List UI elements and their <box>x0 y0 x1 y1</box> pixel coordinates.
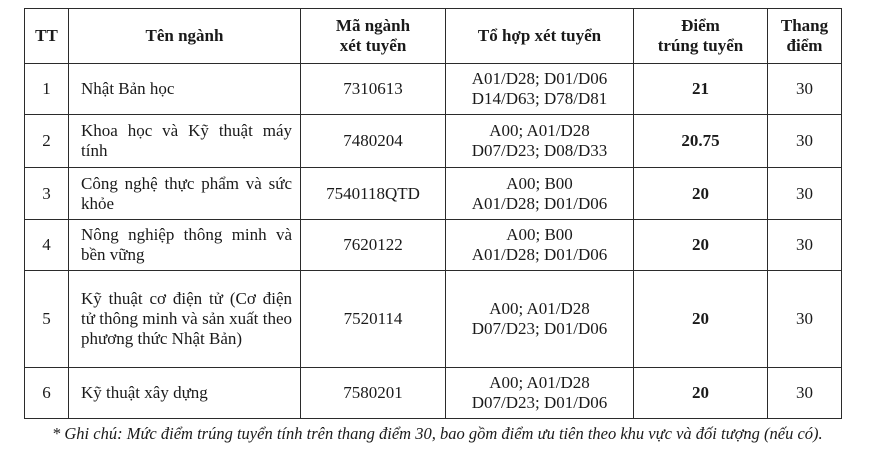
header-score-line1: Điểm <box>681 16 720 35</box>
header-score-line2: trúng tuyển <box>657 36 744 55</box>
row-score-scale: 30 <box>768 271 842 368</box>
row-score-scale: 30 <box>768 115 842 168</box>
row-major-code: 7620122 <box>301 220 446 271</box>
row-subject-combination <box>446 64 634 115</box>
row-major-name: Khoa học và Kỹ thuật máy tính <box>69 115 301 168</box>
combo-line2: D07/D23; D01/D06 <box>471 393 608 412</box>
footnote: * Ghi chú: Mức điểm trúng tuyển tính trên thang điểm 30, bao gồm điểm ưu tiên theo khu vực và đối tượng (nếu có). <box>52 424 823 443</box>
table-row <box>25 368 842 419</box>
row-major-code: 7310613 <box>301 64 446 115</box>
table-row <box>25 220 842 271</box>
combo-line1: A01/D28; D01/D06 <box>471 69 608 88</box>
table-row <box>25 64 842 115</box>
header-admission-score <box>634 9 768 64</box>
table-row <box>25 115 842 168</box>
combo-line2: D07/D23; D01/D06 <box>471 319 608 338</box>
row-admission-score: 20 <box>634 220 768 271</box>
row-tt: 1 <box>25 64 69 115</box>
row-score-scale: 30 <box>768 368 842 419</box>
admission-table-container <box>24 8 842 419</box>
header-score-scale <box>768 9 842 64</box>
row-major-name: Kỹ thuật cơ điện tử (Cơ điện tử thông minh và sản xuất theo phương thức Nhật Bản) <box>69 271 301 368</box>
header-code-line2: xét tuyển <box>339 36 407 55</box>
row-tt: 3 <box>25 168 69 220</box>
row-major-code: 7540118QTD <box>301 168 446 220</box>
combo-line2: A01/D28; D01/D06 <box>471 193 608 213</box>
header-scale-line1: Thang <box>780 16 829 35</box>
row-tt: 5 <box>25 271 69 368</box>
header-scale-line2: điểm <box>786 36 823 55</box>
table-row <box>25 271 842 368</box>
row-subject-combination <box>446 220 634 271</box>
row-major-code: 7580201 <box>301 368 446 419</box>
header-code-line1: Mã ngành <box>335 16 411 35</box>
header-major-name: Tên ngành <box>69 9 301 64</box>
row-score-scale: 30 <box>768 220 842 271</box>
combo-line2: D07/D23; D08/D33 <box>471 141 608 160</box>
combo-line1: A00; A01/D28 <box>489 299 590 318</box>
row-score-scale: 30 <box>768 64 842 115</box>
table-row <box>25 168 842 220</box>
row-major-name: Nông nghiệp thông minh và bền vững <box>69 220 301 271</box>
header-tt: TT <box>25 9 69 64</box>
row-subject-combination <box>446 115 634 168</box>
row-subject-combination <box>446 368 634 419</box>
combo-line2: D14/D63; D78/D81 <box>471 89 608 108</box>
row-major-name: Kỹ thuật xây dựng <box>69 368 301 419</box>
table-header-row <box>25 9 842 64</box>
row-subject-combination <box>446 271 634 368</box>
admission-scores-table <box>24 8 842 419</box>
row-admission-score: 21 <box>634 64 768 115</box>
combo-line2: A01/D28; D01/D06 <box>471 245 608 264</box>
row-major-name: Nhật Bản học <box>69 64 301 115</box>
row-admission-score: 20 <box>634 168 768 220</box>
row-major-code: 7480204 <box>301 115 446 168</box>
row-tt: 6 <box>25 368 69 419</box>
row-tt: 2 <box>25 115 69 168</box>
combo-line1: A00; B00 <box>506 173 573 193</box>
row-admission-score: 20.75 <box>634 115 768 168</box>
row-tt: 4 <box>25 220 69 271</box>
row-major-code: 7520114 <box>301 271 446 368</box>
header-subject-combination: Tổ hợp xét tuyển <box>446 9 634 64</box>
combo-line1: A00; B00 <box>506 225 573 244</box>
row-score-scale: 30 <box>768 168 842 220</box>
combo-line1: A00; A01/D28 <box>489 373 590 392</box>
row-major-name: Công nghệ thực phẩm và sức khỏe <box>69 168 301 220</box>
header-major-code <box>301 9 446 64</box>
row-subject-combination <box>446 168 634 220</box>
combo-line1: A00; A01/D28 <box>489 121 590 140</box>
row-admission-score: 20 <box>634 271 768 368</box>
row-admission-score: 20 <box>634 368 768 419</box>
